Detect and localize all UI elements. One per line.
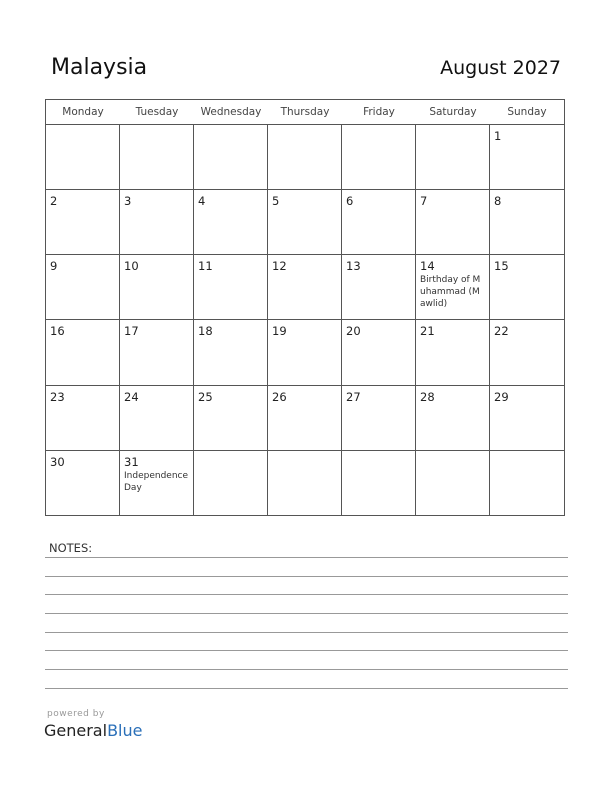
day-cell: [120, 451, 194, 516]
notes-line: [45, 594, 568, 595]
day-number: 24: [124, 389, 139, 404]
day-cell: [120, 125, 194, 190]
day-cell: [490, 125, 564, 190]
day-number: 20: [346, 324, 361, 339]
notes-line: [45, 688, 568, 689]
day-cell: [268, 386, 342, 451]
day-cell: [416, 386, 490, 451]
day-cell: [268, 190, 342, 255]
day-cell: [46, 451, 120, 516]
notes-line: [45, 632, 568, 633]
day-cell: [120, 255, 194, 320]
day-cell: [342, 125, 416, 190]
day-number: 17: [124, 324, 139, 339]
weekday-tuesday: Tuesday: [135, 106, 179, 118]
notes-line: [45, 557, 568, 558]
day-cell: [268, 125, 342, 190]
day-number: 15: [494, 259, 509, 274]
day-number: 14: [420, 259, 435, 274]
day-cell: [46, 386, 120, 451]
weekday-header-row: [46, 100, 564, 125]
day-cell: [490, 386, 564, 451]
day-cell: [194, 451, 268, 516]
day-cell: [490, 255, 564, 320]
month-year-title: August 2027: [440, 57, 561, 79]
day-number: 31: [124, 454, 139, 469]
day-cell: [342, 451, 416, 516]
day-number: 22: [494, 324, 509, 339]
day-cell: [416, 255, 490, 320]
day-cell: [194, 386, 268, 451]
day-number: 1: [494, 129, 502, 143]
day-number: 10: [124, 259, 139, 274]
weekday-saturday: Saturday: [429, 106, 477, 118]
day-cell: [342, 386, 416, 451]
day-cell: [268, 255, 342, 320]
weekday-sunday: Sunday: [507, 106, 547, 118]
day-number: 27: [346, 389, 361, 404]
day-number: 6: [346, 194, 354, 209]
notes-line: [45, 576, 568, 577]
day-cell: [46, 320, 120, 385]
day-number: 18: [198, 324, 213, 339]
day-number: 28: [420, 389, 435, 404]
day-cell: [342, 320, 416, 385]
day-cell: [490, 320, 564, 385]
day-number: 23: [50, 389, 65, 404]
day-cell: [120, 190, 194, 255]
day-cell: [194, 255, 268, 320]
day-cells: [46, 125, 564, 516]
day-number: 12: [272, 259, 287, 274]
day-number: 25: [198, 389, 213, 404]
day-cell: [342, 190, 416, 255]
day-cell: [490, 190, 564, 255]
day-cell: [120, 386, 194, 451]
powered-by-text: powered by: [47, 709, 105, 719]
day-number: 2: [50, 194, 58, 209]
day-number: 7: [420, 194, 428, 209]
day-cell: [416, 451, 490, 516]
day-cell: [268, 320, 342, 385]
day-cell: [46, 255, 120, 320]
day-number: 8: [494, 194, 502, 209]
day-number: 21: [420, 324, 435, 339]
brand-general: General: [44, 721, 108, 740]
day-cell: [194, 190, 268, 255]
day-number: 5: [272, 194, 280, 209]
day-number: 30: [50, 454, 65, 469]
day-cell: [416, 125, 490, 190]
notes-label: NOTES:: [49, 541, 93, 555]
notes-line: [45, 613, 568, 614]
day-number: 3: [124, 194, 132, 209]
notes-line: [45, 650, 568, 651]
day-cell: [46, 125, 120, 190]
weekday-wednesday: Wednesday: [200, 106, 262, 118]
day-cell: [194, 125, 268, 190]
holiday-label: Independence Day: [124, 470, 189, 493]
day-number: 26: [272, 389, 287, 404]
day-cell: [268, 451, 342, 516]
day-number: 16: [50, 324, 65, 339]
brand-logo: [44, 721, 142, 740]
day-cell: [120, 320, 194, 385]
calendar-grid: [45, 99, 565, 516]
brand-blue: Blue: [107, 721, 143, 740]
day-number: 13: [346, 259, 361, 274]
weekday-friday: Friday: [363, 106, 395, 118]
weekday-monday: Monday: [62, 106, 104, 118]
day-cell: [416, 320, 490, 385]
day-number: 9: [50, 259, 58, 274]
country-title: Malaysia: [51, 55, 148, 80]
day-cell: [194, 320, 268, 385]
holiday-label: Birthday of Muhammad (Mawlid): [420, 275, 481, 310]
day-cell: [416, 190, 490, 255]
day-number: 4: [198, 194, 206, 209]
day-cell: [46, 190, 120, 255]
day-number: 11: [198, 259, 213, 274]
day-number: 19: [272, 324, 287, 339]
day-cell: [342, 255, 416, 320]
notes-line: [45, 669, 568, 670]
day-cell: [490, 451, 564, 516]
weekday-thursday: Thursday: [280, 106, 330, 118]
day-number: 29: [494, 389, 509, 404]
